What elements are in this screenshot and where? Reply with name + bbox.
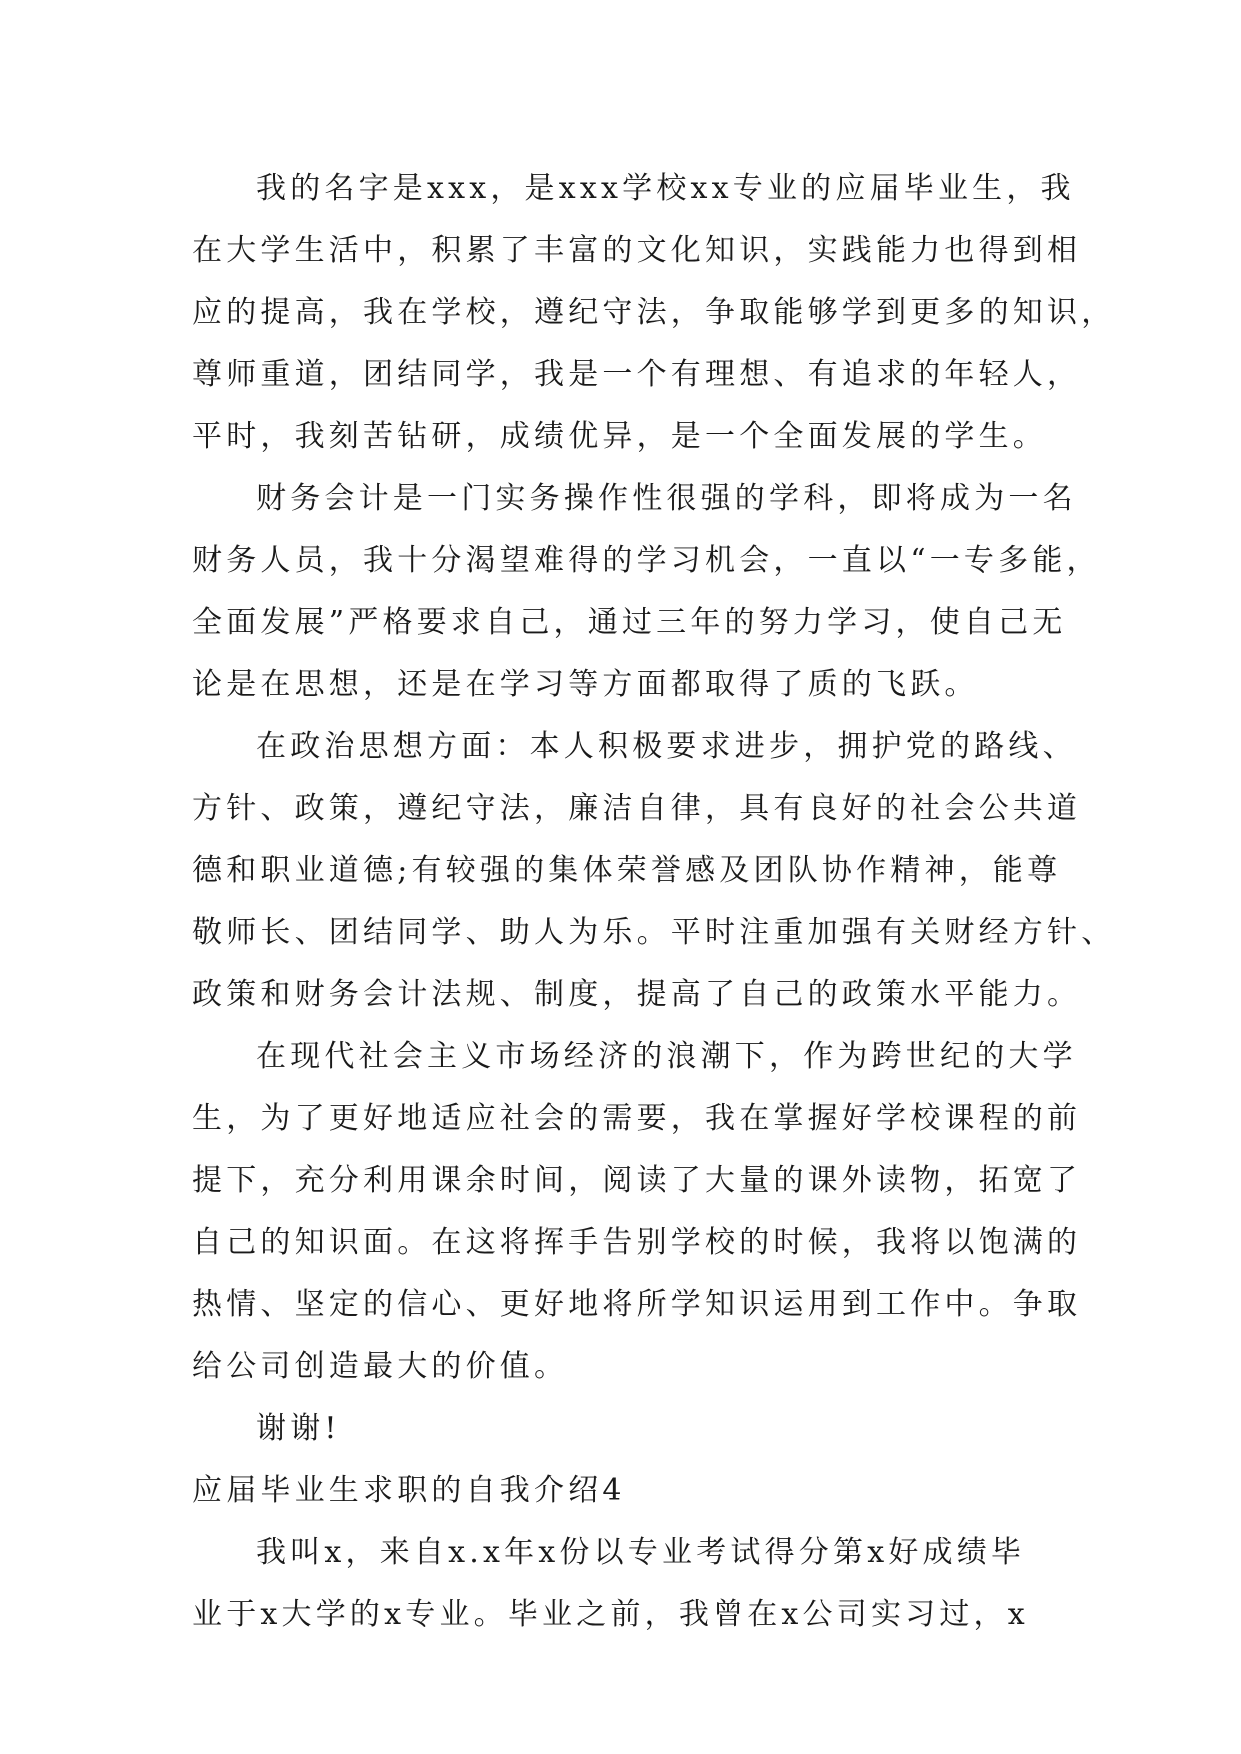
text-line: 政策和财务会计法规、制度，提高了自己的政策水平能力。	[192, 977, 1082, 1012]
text-line: 平时，我刻苦钻研，成绩优异，是一个全面发展的学生。	[192, 419, 1047, 454]
text-line: 我的名字是xxx，是xxx学校xx专业的应届毕业生，我	[256, 171, 1075, 206]
text-line: 生，为了更好地适应社会的需要，我在掌握好学校课程的前	[192, 1101, 1082, 1136]
text-line: 方针、政策，遵纪守法，廉洁自律，具有良好的社会公共道	[192, 791, 1082, 826]
text-line: 热情、坚定的信心、更好地将所学知识运用到工作中。争取	[192, 1287, 1082, 1322]
text-line: 财务人员，我十分渴望难得的学习机会，一直以“一专多能，	[192, 543, 1101, 578]
paragraph-market-economy	[192, 1026, 1082, 1398]
text-line: 敬师长、团结同学、助人为乐。平时注重加强有关财经方针、	[192, 915, 1116, 950]
text-line: 提下，充分利用课余时间，阅读了大量的课外读物，拓宽了	[192, 1163, 1082, 1198]
text-line: 应的提高，我在学校，遵纪守法，争取能够学到更多的知识，	[192, 295, 1116, 330]
text-line: 论是在思想，还是在学习等方面都取得了质的飞跃。	[192, 667, 979, 702]
text-line: 财务会计是一门实务操作性很强的学科，即将成为一名	[256, 481, 1077, 516]
text-line: 给公司创造最大的价值。	[192, 1349, 569, 1384]
text-line: 自己的知识面。在这将挥手告别学校的时候，我将以饱满的	[192, 1225, 1082, 1260]
text-line: 在现代社会主义市场经济的浪潮下，作为跨世纪的大学	[256, 1039, 1077, 1074]
text-line: 德和职业道德;有较强的集体荣誉感及团队协作精神，能尊	[192, 853, 1062, 888]
text-line: 我叫x，来自x.x年x份以专业考试得分第x好成绩毕	[256, 1535, 1026, 1570]
document-body	[192, 158, 1116, 1646]
heading-text: 应届毕业生求职的自我介绍4	[192, 1473, 626, 1508]
text-line: 业于x大学的x专业。毕业之前，我曾在x公司实习过，x	[192, 1597, 1029, 1632]
text-line: 在政治思想方面：本人积极要求进步，拥护党的路线、	[256, 729, 1077, 764]
text-line: 全面发展”严格要求自己，通过三年的努力学习，使自己无	[192, 605, 1067, 640]
text-line: 谢谢!	[256, 1411, 341, 1446]
text-line: 在大学生活中，积累了丰富的文化知识，实践能力也得到相	[192, 233, 1082, 268]
paragraph-accounting	[192, 468, 1101, 716]
paragraph-political	[192, 716, 1116, 1026]
section-heading	[192, 1460, 1064, 1522]
paragraph-intro-4	[192, 1522, 1064, 1646]
paragraph-thanks	[192, 1398, 1064, 1460]
paragraph-self-intro	[192, 158, 1116, 468]
text-line: 尊师重道，团结同学，我是一个有理想、有追求的年轻人，	[192, 357, 1082, 392]
